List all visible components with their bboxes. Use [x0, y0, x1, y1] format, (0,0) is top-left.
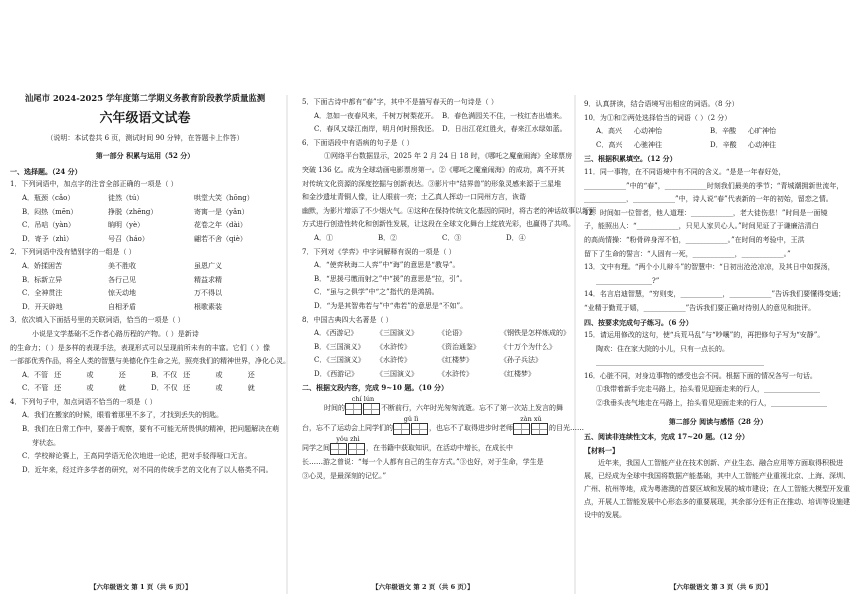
option-text: 还 — [183, 384, 191, 393]
section-3-heading: 三、根据积累填空。（12 分） — [584, 154, 677, 164]
option-text: 挣脱（zhēng） — [108, 207, 158, 216]
page-column-2 — [302, 96, 596, 483]
option-text: 《三国演义》 — [376, 369, 418, 378]
question-8: 8．中国古典四大名著是（ ） — [302, 315, 393, 324]
q5-options-row-1 — [302, 110, 570, 124]
q6-passage-line: 对传统文化资源的深度挖掘与创新表达。③影片中“结界兽”的形象灵感来源于三星堆 — [302, 179, 562, 188]
option-text: C．不管 — [22, 384, 49, 393]
section-4-heading: 四、按要求完成句子练习。（6 分） — [584, 317, 693, 327]
page-column-3 — [584, 98, 852, 520]
pinyin-box[interactable] — [393, 423, 410, 435]
option-text: 晌明（yè） — [108, 221, 145, 230]
q6-passage-line: 和金沙遗址青铜人像，让人眼前一亮；土乙真人挥动一口同州方言，诙谐 — [302, 193, 526, 202]
option-text: 根歌素装 — [194, 302, 222, 311]
option-text: B．闷热（mēn） — [22, 207, 78, 216]
option-text: A．娇揉困苦 — [22, 261, 63, 270]
pinyin-box[interactable] — [363, 403, 380, 415]
option-text: 或 — [215, 370, 223, 379]
option-text: 各行己见 — [108, 275, 136, 284]
q16-line[interactable]: ②我垂头丧气地走在马路上，抬头看见迎面走来的行人，________________ — [596, 399, 827, 408]
pinyin-blank-1 — [345, 395, 381, 415]
q3-passage-line: 小说是文学基础不乏作者心路历程的产物。（ ）是新诗 — [32, 329, 199, 338]
option-text: 虽恩广义 — [194, 261, 222, 270]
option-text: 《红楼梦》 — [438, 356, 473, 365]
option-text: 还 — [247, 370, 255, 379]
option-text: D．寄予（zhì） — [22, 234, 74, 243]
option-text: 还 — [54, 370, 62, 379]
pinyin-label: zàn xǔ — [520, 415, 542, 424]
q2-option-b — [10, 274, 280, 288]
q3-passage-line: 的生命力；（ ）是多样的表现手法，表现形式可以呈现前所未有的丰富。它们（ ）像 — [10, 343, 270, 352]
q4-option-b: B．我们在日常工作中，要善于观察，要有不可能无所畏惧的精神，把问题解决在萌 — [22, 425, 280, 434]
passage-line: 长……游之曾说：“每一个人都有自己的生存方式。”③也好，对于生命，学生是 — [302, 458, 544, 467]
q2-option-d — [10, 301, 280, 315]
option-text: 花卷之年（dài） — [194, 221, 247, 230]
option-text: A．① — [314, 233, 334, 242]
option-text: 或 — [86, 370, 94, 379]
question-9: 9．认真拼读，结合语境写出相应的词语。（8 分） — [584, 100, 739, 108]
pinyin-label: yǒu zhì — [336, 435, 360, 444]
pinyin-box[interactable] — [348, 443, 365, 455]
q16-line[interactable]: ①我带着新手完走马路上，抬头看见迎面走来的行人，________________ — [596, 385, 820, 394]
option-text: D．《西游记》 — [314, 369, 359, 378]
option-text: 还 — [183, 370, 191, 379]
question-14: 14．名言启迪智慧，“穷则变，____________，____________”告诉我们要懂得变通； — [584, 290, 846, 299]
option-text: 或 — [86, 384, 94, 393]
q7-option-c: C．“虽与之俱学”中“之”指代的是鸿鹄。 — [314, 288, 439, 297]
q2-option-c — [10, 287, 280, 301]
q3-options-row-1 — [10, 369, 280, 383]
q2-option-a — [10, 260, 280, 274]
pinyin-box[interactable] — [411, 423, 428, 435]
q12-line: 的高尚情操：“粉骨碎身浑不怕，____________。”在时间的考验中，王洪 — [584, 235, 805, 244]
q4-option-b-continued: 芽状态。 — [32, 438, 60, 447]
pinyin-blank-4 — [330, 435, 366, 455]
option-text: B．辛酸 — [710, 127, 737, 136]
q6-passage-line: 方式进行创造性转化和创新性发展，让这段在全球文化舞台上绽放光彩，也赢得了共鸣。 — [302, 220, 575, 229]
question-15: 15．请运用修改的这句，使“兵荒马乱”与“吵嚷”的，再把修句子写为“安静”。 — [584, 331, 825, 340]
option-text: 《孙子兵法》 — [500, 356, 542, 365]
option-text: 翩若不舍（qiè） — [194, 234, 247, 243]
option-text: 心驰神往 — [634, 140, 662, 149]
q11-line: ____________”中的“春”，____________时刻我们最美的季节；“青城潮拥新世流年， — [584, 181, 844, 190]
option-text: 精益求精 — [194, 275, 222, 284]
option-text: 徒然（tú） — [108, 193, 144, 202]
q7-option-d: D．“为是其智弗若与”中“弗若”的意思是“不如”。 — [314, 301, 468, 310]
question-13: 13．文中有理。“两个小儿辩斗”的智慧中：“日初出沧沧凉凉，及其日中如探汤， — [584, 263, 835, 272]
question-3: 3．依次填入下面括号里的关联词语，恰当的一项是（ ） — [10, 316, 185, 325]
section-2-heading: 二、根据文段内容，完成 9~10 题。（10 分） — [302, 383, 449, 393]
passage-line-3: 同学之间 yǒu zhì ，在书籍中获取知识，在活动中增长，在成长中 — [302, 435, 570, 455]
question-2: 2．下列词语中没有错别字的一组是（ ） — [10, 248, 136, 257]
q4-option-c: C．学校辩论赛上，王高同学语无伦次地进一论述，把对手驳得哑口无言。 — [22, 452, 252, 461]
option-text: C．③ — [442, 233, 462, 242]
option-text: 《水浒传》 — [376, 342, 411, 351]
question-12: 12．时间如一位智者，他人道理：____________，老大徒伤悲！”时间是一面镜 — [584, 208, 828, 217]
option-text: D．④ — [506, 233, 526, 242]
q6-passage-line: ①网络平台数据显示，2025 年 2 月 24 日 18 时，《哪吒之魔童闹海》全球票房 — [324, 152, 573, 161]
page-footer-2: 【六年级语文 第 2 页（共 6 页）】 — [372, 583, 474, 591]
pinyin-label: gǔ lì — [403, 415, 419, 424]
pinyin-blank-3 — [513, 415, 549, 435]
question-10: 10．为①和②两处选择恰当的词语（ ）（2 分） — [584, 113, 732, 122]
option-text: 号召（háo） — [108, 234, 149, 243]
q10-options — [584, 125, 852, 152]
q15-line: 陶欢：住在家大院的小儿，只有一点长的。 — [596, 344, 729, 353]
passage-line: ③心灵，是最深刻的记忆。” — [302, 472, 387, 481]
option-text: 寄寓一是（yǎn） — [194, 207, 249, 216]
pinyin-blank-2 — [393, 415, 429, 435]
option-text: 《水浒传》 — [438, 369, 473, 378]
option-text: 《水浒传》 — [376, 356, 411, 365]
option-text: C．吊唁（yàn） — [22, 221, 75, 230]
page-column-1 — [10, 92, 290, 477]
question-5: 5．下面古诗中都有“春”字，其中不是描写春天的一句诗是（ ） — [302, 98, 498, 106]
pinyin-box[interactable] — [345, 403, 362, 415]
question-6: 6．下面语段中有语病的句子是（ ） — [302, 138, 414, 147]
option-text: 万不得以 — [194, 289, 222, 298]
q4-option-d: D．近年来，经过许多学者的研究，对不同的传统手艺的文化有了以人格类不同。 — [22, 465, 273, 474]
section-2-passage — [302, 395, 584, 483]
option-text: 心动神怡 — [634, 127, 662, 136]
option-text: 心动神往 — [748, 140, 776, 149]
option-text: 《三国演义》 — [376, 329, 418, 338]
passage-line-1: 时间的 chí lún 不断前行，六年时光匆匆流逝。忘不了第一次站上发言的舞 — [302, 395, 570, 415]
option-text: 自相矛盾 — [108, 302, 136, 311]
option-text: A．瓶颈（cǎo） — [22, 193, 75, 202]
option-text: B．春色满园关不住，一枝红杏出墙来。 — [442, 111, 567, 120]
option-text: 还 — [118, 370, 126, 379]
option-text: D．开天辟地 — [22, 302, 63, 311]
question-11: 11．同一事物，在不同语境中有不同的含义。“是是一年春好处， — [584, 167, 786, 176]
option-text: 就 — [118, 384, 126, 393]
q1-option-a — [10, 192, 280, 206]
q5-options-row-2 — [302, 123, 570, 137]
q7-option-a: A．“使弈秋诲二人弈”中“诲”的意思是“教导”。 — [314, 261, 460, 270]
passage-line-2: 台，忘不了运动会上同学们的 gǔ lì ，也忘不了取得进步时老师 zàn xǔ 的目光…… — [302, 415, 570, 435]
question-4: 4．下列句子中，加点词语不恰当的一项是（ ） — [10, 397, 157, 406]
q3-options-row-2 — [10, 382, 280, 396]
option-text: D．辛酸 — [710, 140, 737, 149]
option-text: 《十万个为什么》 — [500, 342, 556, 351]
question-16: 16．心脏不同，对身边事物的感受也会不同。根据下面的情况各写一句话。 — [584, 371, 817, 380]
q6-options — [302, 232, 570, 246]
page-footer-3: 【六年级语文 第 3 页（共 6 页）】 — [670, 583, 772, 591]
q12-line: 留下了生命的誓言：“人固有一死，____________，____________。” — [584, 249, 791, 258]
pinyin-box[interactable] — [513, 423, 530, 435]
option-text: 还 — [54, 384, 62, 393]
option-text: B．《三国演义》 — [314, 342, 365, 351]
q8-options-grid — [302, 327, 570, 381]
q12-line: 子，能照出人：“____________，只见人家贝心人。”时间见证了于谦廉洁清白 — [584, 222, 819, 231]
exam-notice: （说明：本试卷共 6 页，测试时间 90 分钟，在答题卡上作答） — [46, 133, 244, 142]
q1-option-b — [10, 206, 280, 220]
part-2-heading: 第二部分 阅读与感悟（28 分） — [668, 416, 768, 426]
option-text: A．忽如一夜春风来，千树万树梨花开。 — [314, 111, 439, 120]
page-footer-1: 【六年级语文 第 1 页（共 6 页）】 — [90, 583, 192, 591]
pinyin-label: chí lún — [351, 395, 375, 404]
option-text: 就 — [247, 384, 255, 393]
option-text: B．② — [378, 233, 398, 242]
exam-title: 六年级语文试卷 — [99, 110, 191, 126]
option-text: D．日出江花红胜火，春来江水绿如蓝。 — [442, 125, 567, 134]
q6-passage-line: 幽默，为影片增添了不少烟火气。④这种在保持传统文化基因的同时，将古老的神话故事以新颖 — [302, 206, 596, 215]
q13-line: ________________?” — [596, 276, 660, 285]
option-text: B．标新立异 — [22, 275, 63, 284]
option-text: C．全神贯注 — [22, 289, 63, 298]
q3-passage-line: 一部部优秀作品，将全人类的智慧与美德化作生命之光，照亮我们的精神世界，净化心灵。 — [10, 357, 290, 366]
option-text: C．高兴 — [596, 140, 623, 149]
question-7: 7．下列对《学弈》中字词解释有误的一项是（ ） — [302, 247, 456, 256]
option-text: 心旷神怡 — [748, 127, 776, 136]
pinyin-box[interactable] — [330, 443, 347, 455]
section-5-heading: 五、阅读非连续性文本，完成 17~20 题。（12 分） — [584, 432, 749, 442]
option-text: 或 — [215, 384, 223, 393]
option-text: C．春风又绿江南岸，明月何时照我还。 — [314, 125, 439, 134]
pinyin-box[interactable] — [531, 423, 548, 435]
option-text: 惊天动地 — [108, 289, 136, 298]
material-1-title: 【材料一】 — [584, 445, 619, 455]
option-text: 《论语》 — [438, 329, 466, 338]
q7-option-b: B．“思援弓缴而射之”中“援”的意思是“拉，引”。 — [314, 274, 467, 283]
option-text: A．《西游记》 — [314, 329, 358, 338]
option-text: A．不管 — [22, 370, 49, 379]
option-text: 《资治通鉴》 — [438, 342, 480, 351]
material-1-text: 近年来，我国人工智能产业在技术创新、产业生态、融合应用等方面取得积极进展，已经成为全球中我国将数据产能基础，其中人工智能产业重视北京、上海、深圳、广州、杭州等地，成为粤港澳的首要区域和发展的城市建设；在人工智能大模型开发重点，开展人工智能发展中心形态多的重要展现，其余部分还有正在推动、培训等设施建设中的发展。 — [584, 459, 850, 520]
q14-line: “业精于勤荒于嬉，____________”告诉我们要正确对待别人的意见和批评。 — [584, 303, 816, 312]
option-text: A．高兴 — [596, 127, 623, 136]
option-text: B．不仅 — [151, 370, 178, 379]
q15-answer-line[interactable]: ________________________________________________ — [596, 358, 764, 367]
q6-passage-line: 突破 136 亿。成为全球动画电影票房第一。②《哪吒之魔童闹海》的成功，离不开其 — [302, 165, 565, 174]
part-1-heading: 第一部分 积累与运用（52 分） — [95, 151, 195, 161]
option-text: D．不仅 — [151, 384, 178, 393]
q4-option-a: A．我们在搬家的时候，眼看着那里不多了，才找到丢失的钥匙。 — [22, 411, 224, 420]
q1-option-c — [10, 219, 280, 233]
option-text: 《钢铁是怎样炼成的》 — [500, 329, 570, 338]
section-1-heading: 一、选择题。（24 分） — [10, 166, 82, 176]
q1-option-d — [10, 233, 280, 247]
option-text: 哄堂大笑（hōng） — [194, 193, 254, 202]
question-1: 1．下列词语中，加点字的注音全部正确的一项是（ ） — [10, 180, 178, 189]
exam-header: 汕尾市 2024-2025 学年度第二学期义务教育阶段教学质量监测 — [24, 93, 266, 103]
option-text: 《红楼梦》 — [500, 369, 535, 378]
option-text: C．《三国演义》 — [314, 356, 365, 365]
q11-line: ____________，____________”中，诗人说“春”代表新的一年的初始，留恋之情。 — [584, 195, 833, 204]
option-text: 美不胜收 — [108, 261, 136, 270]
